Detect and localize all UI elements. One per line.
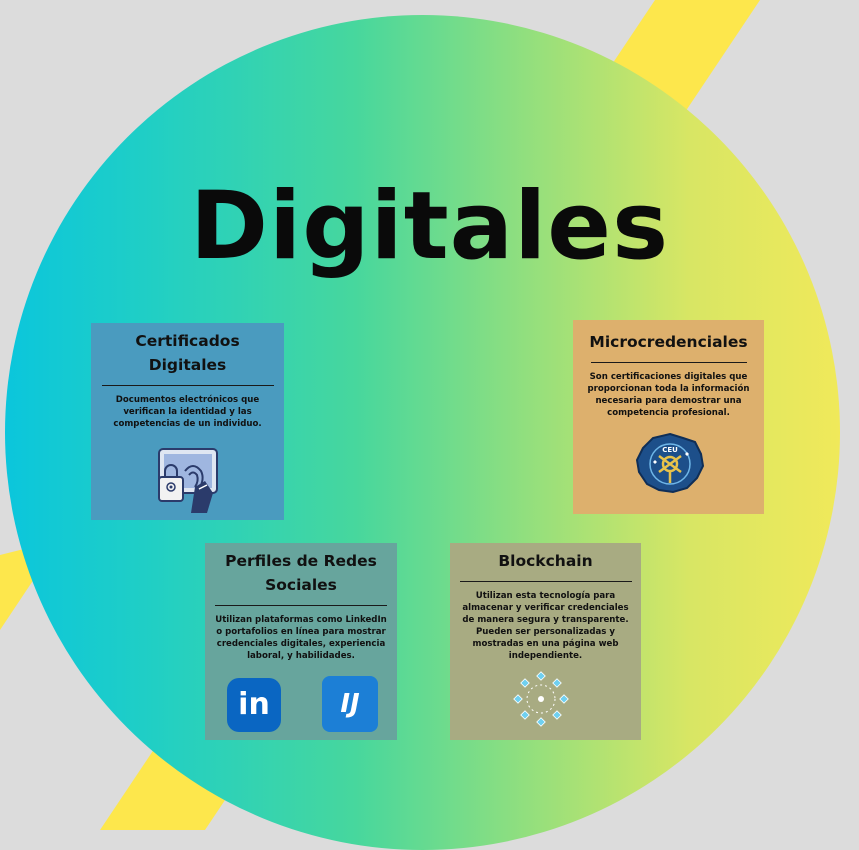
card-blockchain: [450, 543, 641, 740]
card-text: Son certificaciones digitales que proporcionan toda la información necesaria para demostrar una competencia profesional.: [587, 372, 750, 418]
card-title: Perfiles de Redes Sociales: [225, 552, 377, 594]
badge-label: CEU: [662, 446, 678, 454]
badge-seal-icon: [635, 432, 705, 494]
page-title: Digitales: [189, 172, 670, 281]
card-title: Blockchain: [498, 552, 593, 570]
card-text: Documentos electrónicos que verifican la identidad y las competencias de un individuo.: [113, 395, 262, 429]
card-divider: [215, 605, 387, 606]
card-text: Utilizan plataformas como LinkedIn o portafolios en línea para mostrar credenciales digitales, experiencia laboral, y habilidades.: [215, 615, 387, 661]
linkedin-icon[interactable]: in: [227, 678, 281, 732]
card-divider: [460, 581, 632, 582]
card-text: Utilizan esta tecnología para almacenar y verificar credenciales de manera segura y transparente. Pueden ser personalizadas y mostradas en una página web independiente.: [462, 591, 629, 661]
blockchain-network-icon: [513, 671, 569, 727]
card-title: Certificados Digitales: [135, 332, 240, 374]
card-microcredenciales: [573, 320, 764, 514]
portfolio-ij-icon[interactable]: IJ: [322, 676, 378, 732]
card-divider: [102, 385, 274, 386]
card-perfiles-redes-sociales: [205, 543, 397, 740]
card-certificados-digitales: [91, 323, 284, 520]
card-title: Microcredenciales: [589, 333, 748, 351]
card-divider: [591, 362, 747, 363]
fingerprint-tablet-lock-icon: [155, 447, 223, 513]
